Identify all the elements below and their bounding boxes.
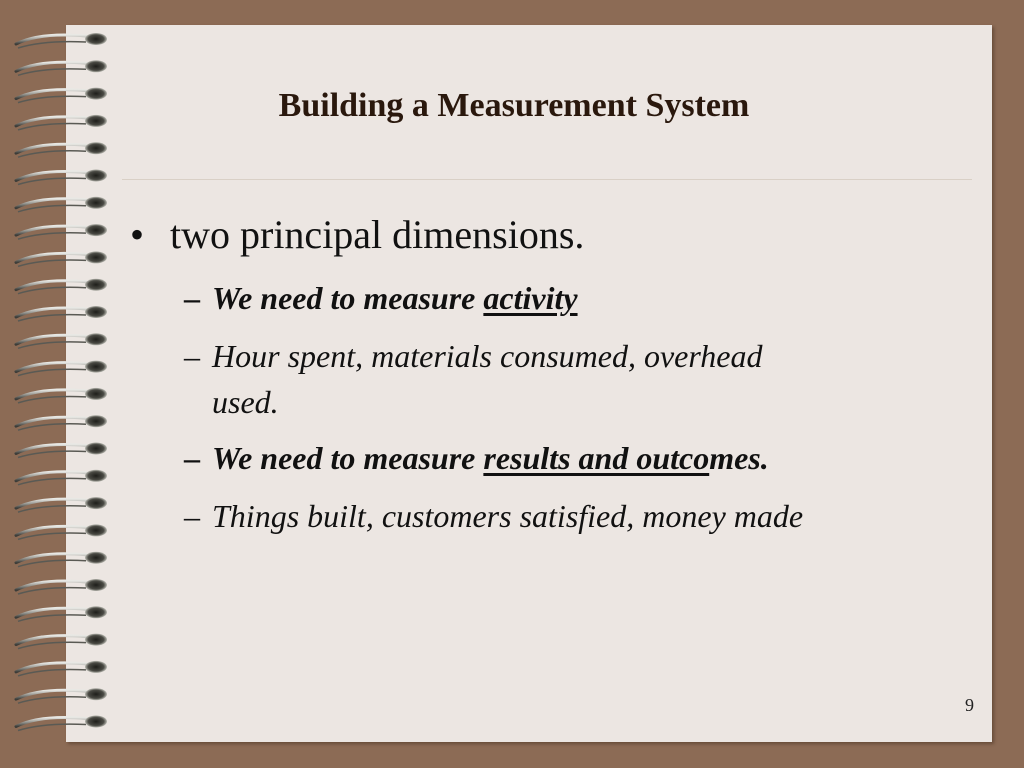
binder-ring bbox=[16, 279, 107, 294]
binder-ring bbox=[16, 524, 107, 539]
binder-ring bbox=[16, 661, 107, 676]
sub-bullet-3 bbox=[184, 435, 769, 481]
binder-ring bbox=[16, 634, 107, 649]
binder-ring bbox=[16, 716, 107, 731]
binder-ring bbox=[16, 333, 107, 348]
sub-bullet-3-prefix: We need to measure bbox=[212, 440, 484, 476]
binder-ring bbox=[16, 470, 107, 485]
sub-bullet-4-text: Things built, customers satisfied, money made bbox=[212, 498, 804, 534]
binder-ring bbox=[16, 606, 107, 621]
binder-ring bbox=[16, 443, 107, 458]
sub-bullet-3-suffix: mes. bbox=[709, 440, 769, 476]
sub-bullet-2-line2: used. bbox=[212, 384, 279, 420]
page-number: 9 bbox=[965, 695, 974, 715]
dash-icon: – bbox=[184, 440, 200, 476]
slide-title: Building a Measurement System bbox=[278, 87, 750, 124]
binder-ring bbox=[16, 224, 107, 239]
sub-bullet-4 bbox=[184, 493, 803, 539]
dash-icon: – bbox=[184, 498, 200, 534]
binder-ring bbox=[16, 142, 107, 157]
spiral-binding-icon bbox=[0, 8, 134, 760]
title-divider bbox=[122, 179, 972, 180]
sub-bullet-1 bbox=[184, 275, 578, 321]
binder-ring bbox=[16, 60, 107, 75]
binder-ring bbox=[16, 361, 107, 376]
binder-ring bbox=[16, 251, 107, 266]
binder-ring bbox=[16, 306, 107, 321]
binder-ring bbox=[16, 552, 107, 567]
binder-ring bbox=[16, 115, 107, 130]
sub-bullet-1-underlined: activity bbox=[483, 280, 578, 316]
sub-bullet-2-line1: Hour spent, materials consumed, overhead bbox=[212, 338, 763, 374]
binder-ring bbox=[16, 170, 107, 185]
binder-ring bbox=[16, 688, 107, 703]
binder-ring bbox=[16, 415, 107, 430]
binder-ring bbox=[16, 579, 107, 594]
bullet-icon: • bbox=[130, 212, 145, 257]
dash-icon: – bbox=[184, 280, 200, 316]
dash-icon: – bbox=[184, 338, 200, 374]
main-bullet-text: two principal dimensions. bbox=[170, 212, 585, 257]
main-bullet bbox=[130, 211, 584, 258]
binder-ring bbox=[16, 33, 107, 48]
binder-ring bbox=[16, 388, 107, 403]
binder-ring bbox=[16, 497, 107, 512]
binder-ring bbox=[16, 197, 107, 212]
sub-bullet-3-underlined: results and outco bbox=[483, 440, 710, 476]
slide-page bbox=[66, 25, 992, 742]
sub-bullet-2 bbox=[184, 333, 762, 425]
binder-ring bbox=[16, 88, 107, 103]
sub-bullet-1-prefix: We need to measure bbox=[212, 280, 484, 316]
